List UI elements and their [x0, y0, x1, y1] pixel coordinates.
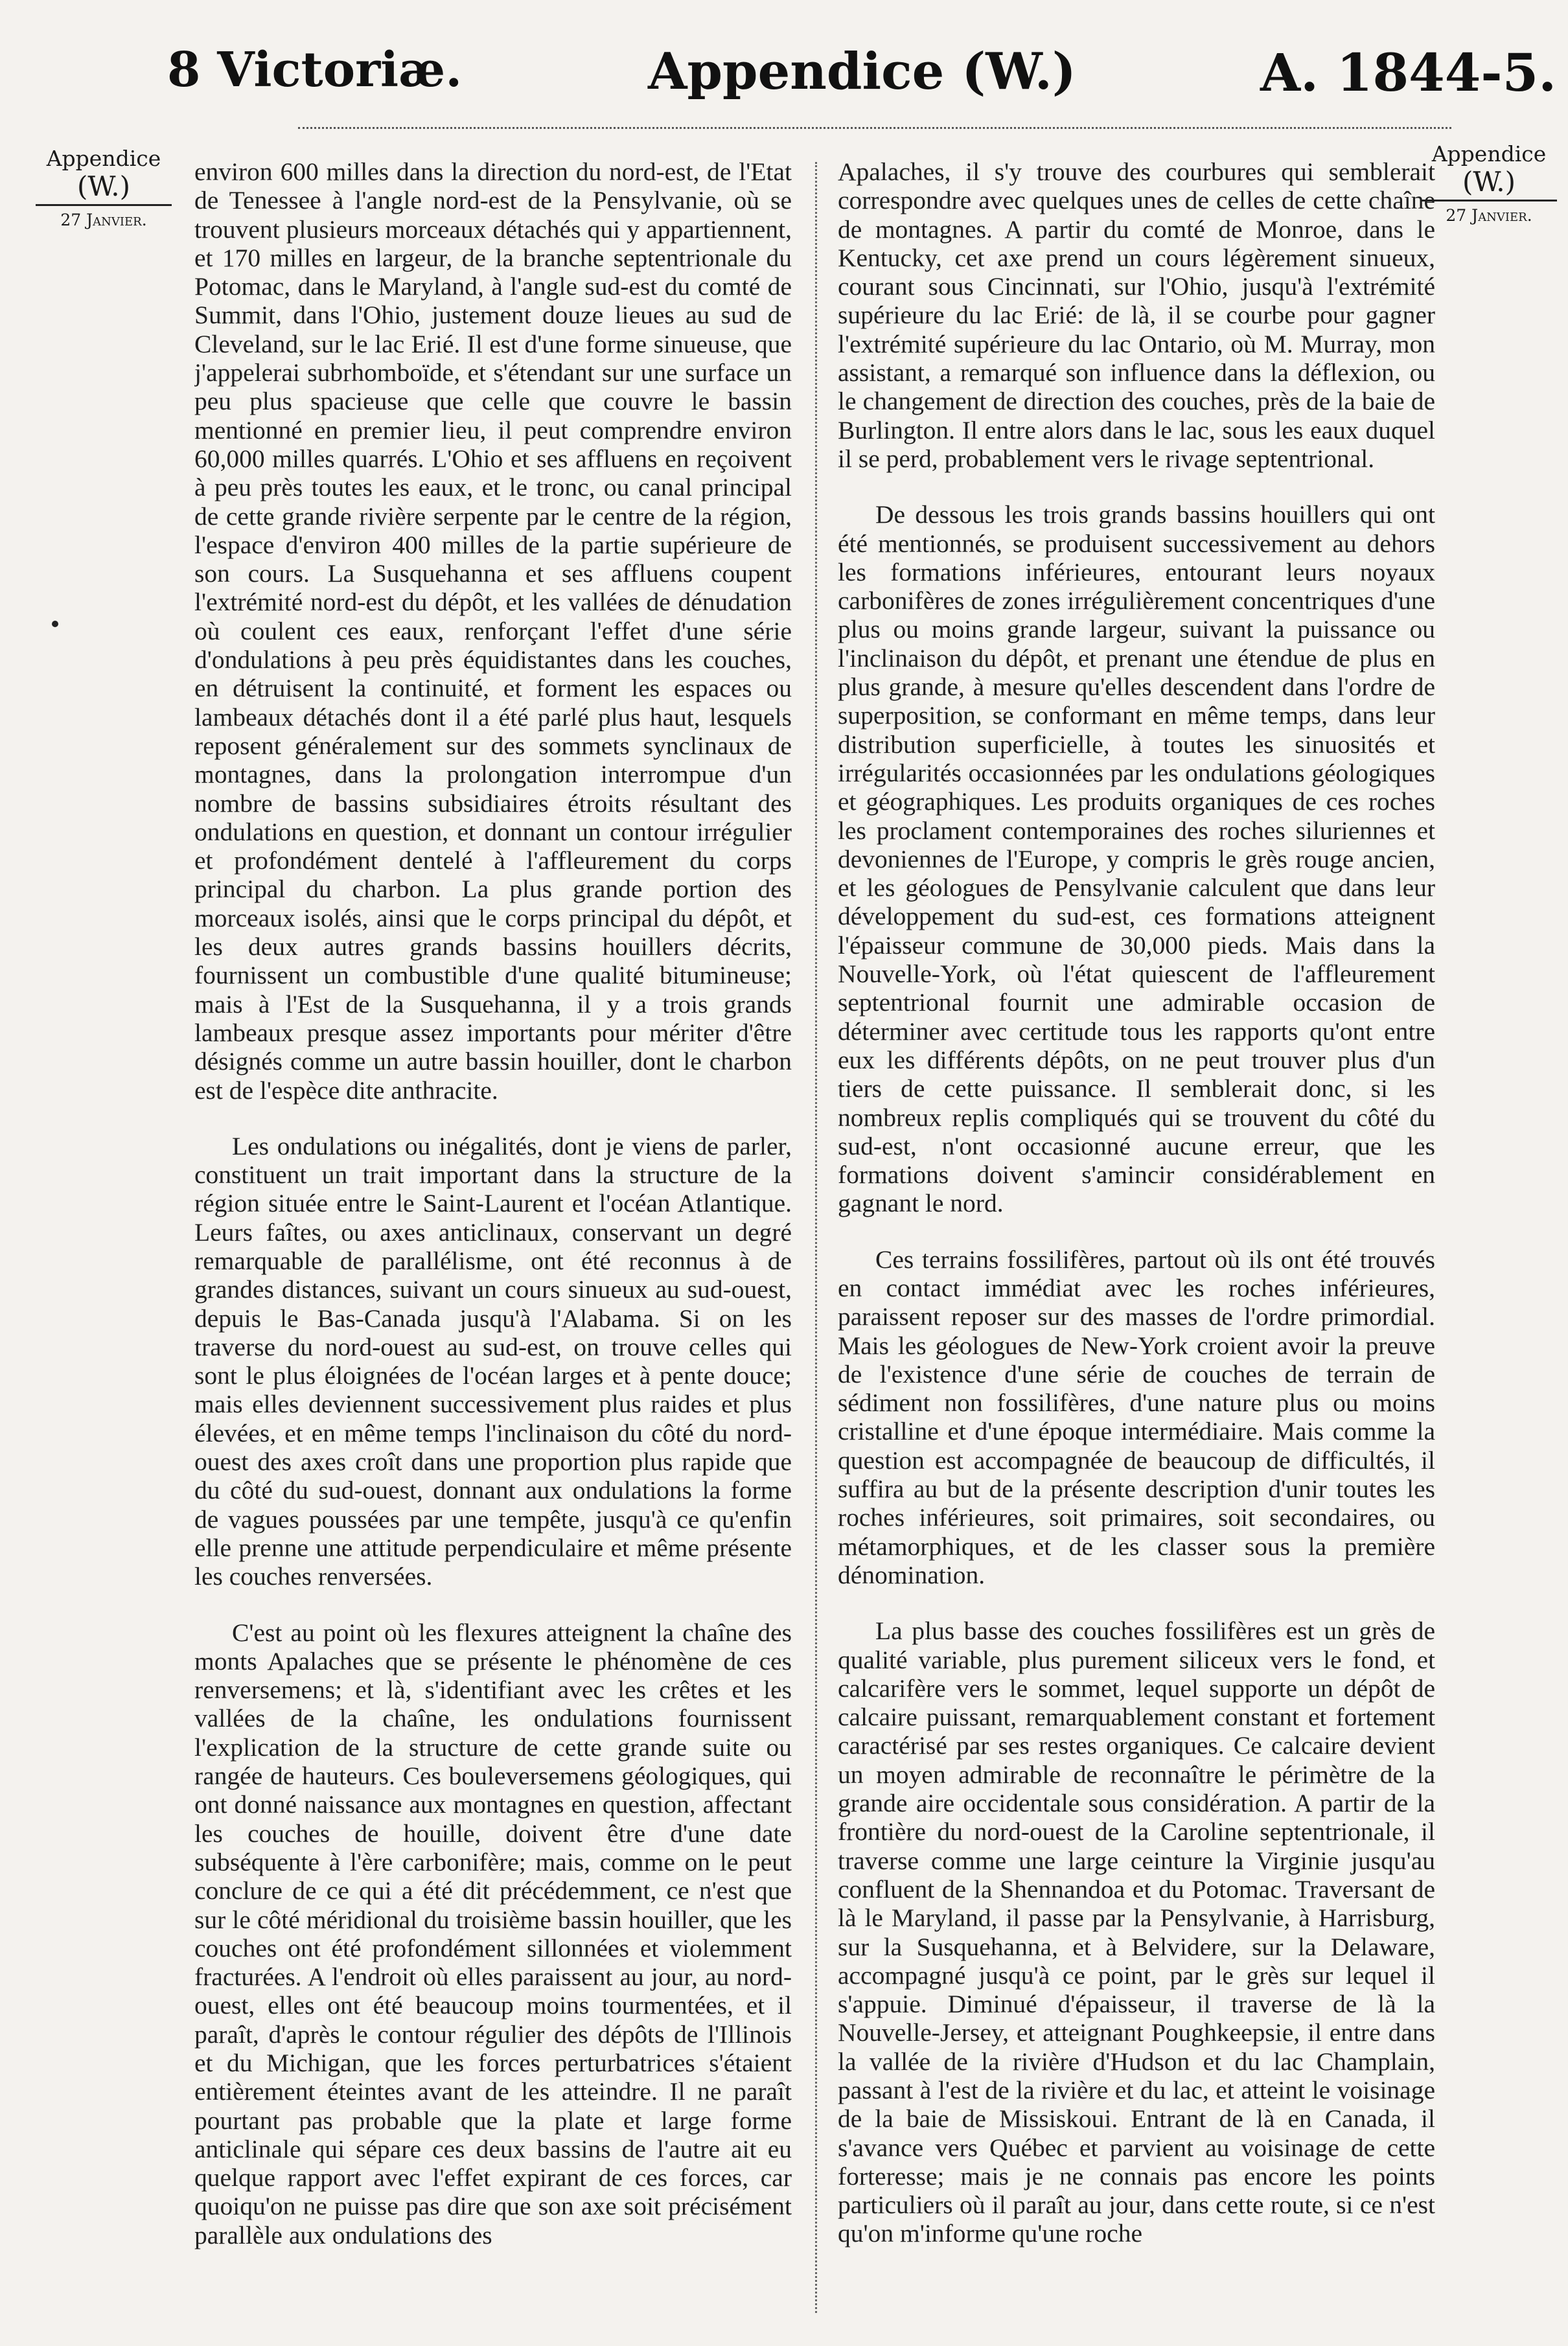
paragraph: Ces terrains fossilifères, partout où ils ont été trouvés en contact immédiat avec les roches inférieures, paraissent reposer sur des masses de l'ordre primordial. Mais les géologues de New-York croient avoir la preuve de l'existence d'une série de couches de terrain de sédiment non fossilifères, d'une nature plus ou moins cristalline et d'une époque intermédiaire. Mais comme la question est accompagnée de beaucoup de difficultés, il suffira au but de la présente description d'unir toutes les roches inférieures, soit primaires, soit secondaires, ou métamorphiques, et de les classer sous la première dénomination. — [838, 1245, 1435, 1589]
margin-note-left — [26, 146, 181, 235]
running-header-right: A. 1844-5. — [1260, 42, 1557, 103]
running-header-left: 8 Victoriæ. — [167, 42, 463, 98]
text-column-left — [194, 157, 792, 2325]
paragraph: Les ondulations ou inégalités, dont je viens de parler, constituent un trait important dans la structure de la région située entre le Saint-Laurent et l'océan Atlantique. Leurs faîtes, ou axes anticlinaux, conservant un degré remarquable de parallélisme, ont été reconnus à de grandes distances, suivant un cours sinueux au sud-ouest, depuis le Bas-Canada jusqu'à l'Alabama. Si on les traverse du nord-ouest au sud-est, on trouve celles qui sont le plus éloignées de l'océan larges et à pente douce; mais elles deviennent successivement plus raides et plus élevées, et en même temps l'inclinaison du côté du nord-ouest des axes croît dans une proportion plus rapide que du côté du sud-ouest, donnant aux ondulations la forme de vagues poussées par une tempête, jusqu'à ce qu'enfin elle prenne une attitude perpendiculaire et même présente les couches renversées. — [194, 1131, 792, 1591]
margin-note-code: (W.) — [77, 170, 130, 202]
paragraph: environ 600 milles dans la direction du nord-est, de l'Etat de Tenessee à l'angle nord-est de la Pensylvanie, où se trouvent plusieurs morceaux détachés qui y appartiennent, et 170 milles en largeur, de la branche septentrionale du Potomac, dans le Maryland, à l'angle sud-est du comté de Summit, dans l'Ohio, justement douze lieues au sud de Cleveland, sur le lac Erié. Il est d'une forme sinueuse, que j'appelerai subrhomboïde, et s'étendant sur une surface un peu plus spacieuse que celle que couvre le bassin mentionné en premier lieu, il peut comprendre environ 60,000 milles quarrés. L'Ohio et ses affluens en reçoivent à peu près toutes les eaux, et le tronc, ou canal principal de cette grande rivière serpente par le centre de la région, l'espace d'environ 400 milles de la partie supérieure de son cours. La Susquehanna et ses affluens coupent l'extrémité nord-est du dépôt, et les vallées de dénudation où coulent ces eaux, renforçant l'effet d'une série d'ondulations à peu près équidistantes dans les couches, en détruisent la continuité, et forment les espaces ou lambeaux détachés dont il a été parlé plus haut, lesquels reposent généralement sur des sommets synclinaux de montagnes, dans la prolongation interrompue d'un nombre de bassins subsidiaires étroits résultant des ondulations en question, et donnant un contour irrégulier et profondément dentelé à l'affleurement du corps principal du charbon. La plus grande portion des morceaux isolés, ainsi que le corps principal du dépôt, et les deux autres grands bassins houillers décrits, fournissent un combustible d'une qualité bitumineuse; mais à l'Est de la Susquehanna, il y a trois grands lambeaux presque assez importants pour mériter d'être désignés comme un autre bassin houiller, dont le charbon est de l'espèce dite anthracite. — [194, 157, 792, 1105]
header-rule — [298, 127, 1451, 129]
paragraph: Apalaches, il s'y trouve des courbures qui semblerait correspondre avec quelques unes de celles de cette chaîne de montagnes. A partir du comté de Monroe, dans le Kentucky, cet axe prend un cours légèrement sinueux, courant sous Cincinnati, sur l'Ohio, jusqu'à l'extrémité supérieure du lac Erié: de là, il se courbe pour gagner l'extrémité supérieure du lac Ontario, où M. Murray, mon assistant, a remarqué son influence dans la déflexion, ou le changement de direction des couches, près de la baie de Burlington. Il entre alors dans le lac, sous les eaux duquel il se perd, probablement vers le rivage septentrional. — [838, 157, 1435, 473]
running-header-title: Appendice (W.) — [648, 42, 1076, 101]
text-column-right — [838, 157, 1435, 2325]
paragraph: La plus basse des couches fossilifères est un grès de qualité variable, plus purement siliceux vers le fond, et calcarifère vers le sommet, lequel supporte un dépôt de calcaire puissant, remarquablement constant et fortement caractérisé par ses restes organiques. Ce calcaire devient un moyen admirable de reconnaître le périmètre de la grande aire occidentale sous considération. A partir de la frontière du nord-ouest de la Caroline septentrionale, il traverse comme une large ceinture la Virginie jusqu'au confluent de la Shennandoa et du Potomac. Traversant de là le Maryland, il passe par la Pensylvanie, à Harrisburg, sur la Susquehanna, et à Belvidere, sur la Delaware, accompagné jusqu'à ce point, par le grès sur lequel il s'appuie. Diminué d'épaisseur, il traverse de là la Nouvelle-Jersey, et atteignant Poughkeepsie, il entre dans la vallée de la rivière d'Hudson et du lac Champlain, passant à l'est de la rivière et du lac, et atteint le voisinage de la baie de Missiskoui. Entrant de là en Canada, il s'avance vers Québec et parvient au voisinage de cette forteresse; mais je ne connais pas encore les points particuliers où il paraît au jour, dans cette route, si ce n'est qu'on m'informe qu'une roche — [838, 1616, 1435, 2248]
margin-note-label: Appendice — [46, 146, 161, 171]
paragraph: De dessous les trois grands bassins houillers qui ont été mentionnés, se produisent successivement au dehors les formations inférieures, entourant leurs noyaux carbonifères de zones irrégulièrement concentriques d'une plus ou moins grande largeur, suivant la puissance ou l'inclinaison du dépôt, et prenant une étendue de plus en plus grande, à mesure qu'elles descendent dans l'ordre de superposition, se conformant en même temps, dans leur distribution superficielle, à toutes les sinuosités et irrégularités occasionnées par les ondulations géologiques et géographiques. Les produits organiques de ces roches les proclament contemporaines des roches siluriennes et devoniennes de l'Europe, y compris le grès rouge ancien, et les géologues de Pensylvanie calculent que dans leur développement du sud-est, ces formations atteignent l'épaisseur commune de 30,000 pieds. Mais dans la Nouvelle-York, où l'état quiescent de l'affleurement septentrional fournit une admirable occasion de déterminer avec certitude tous les rapports qu'ont entre eux les différents dépôts, on ne peut trouver plus d'un tiers de cette puissance. Il semblerait donc, si les nombreux replis compliqués qui se trouvent du côté du sud-est, n'ont occasionné aucune erreur, que les formations doivent s'amincir considérablement en gagnant le nord. — [838, 500, 1435, 1218]
margin-note-label: Appendice — [1431, 141, 1547, 167]
margin-note-date: 27 Janvier. — [1446, 206, 1532, 225]
paragraph: C'est au point où les flexures atteignent la chaîne des monts Apalaches que se présente le phénomène de ces renversemens; et là, s'identifiant avec les crêtes et les vallées de la chaîne, les ondulations fournissent l'explication de la structure de cette grande suite ou rangée de hauteurs. Ces bouleversemens géologiques, qui ont donné naissance aux montagnes en question, affectant les couches de houille, doivent être d'une date subséquente à l'ère carbonifère; mais, comme on le peut conclure de ce qui a été dit précédemment, ce n'est que sur le côté méridional du troisième bassin houiller, que les couches ont été profondément sillonnées et violemment fracturées. A l'endroit où elles paraissent au jour, au nord-ouest, elles ont été beaucoup moins tourmentées, et il paraît, d'après le contour régulier des dépôts de l'Illinois et du Michigan, que les forces perturbatrices s'étaient entièrement éteintes avant de les atteindre. Il ne paraît pourtant pas probable que la plate et large forme anticlinale qui sépare ces deux bassins de l'autre ait eu quelque rapport avec l'effet expirant de ces forces, car quoiqu'on ne puisse pas dire que son axe soit précisément parallèle aux ondulations des — [194, 1618, 792, 2249]
column-divider — [815, 162, 817, 2313]
margin-dot — [52, 621, 58, 627]
margin-note-code: (W.) — [1462, 166, 1516, 198]
margin-note-date: 27 Janvier. — [60, 211, 147, 229]
